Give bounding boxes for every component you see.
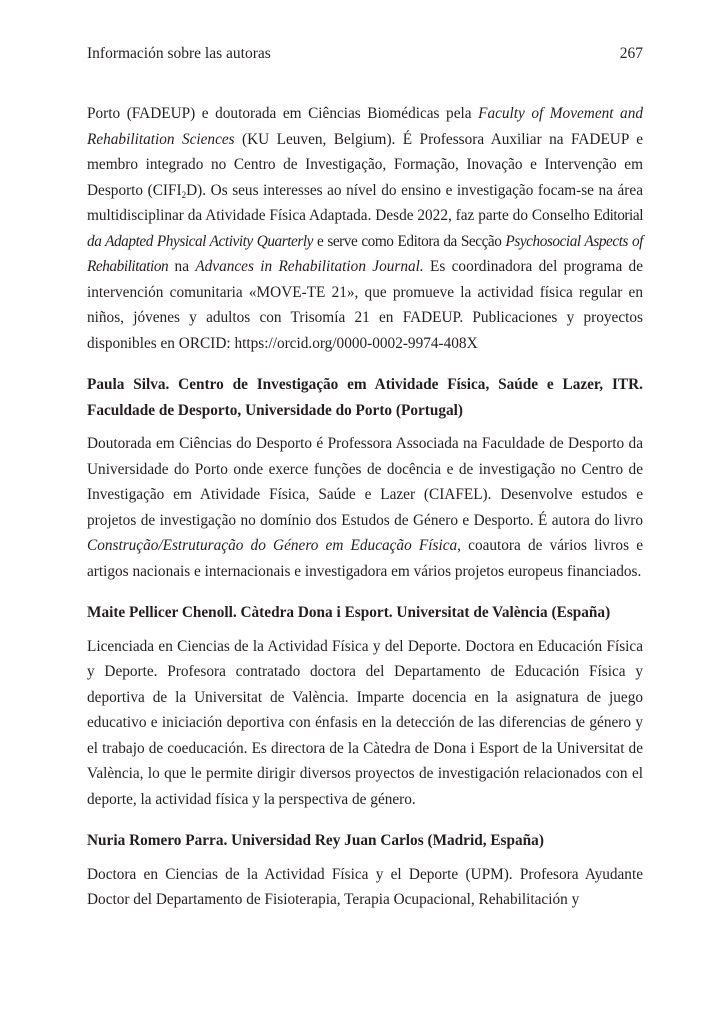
text-run: Doutorada em Ciências do Desporto é Professora Associada na Faculdade de Desporto da Universidade do Porto onde exerce funções de docência e de investigação no Centro de Investigação em Atividade Física, Saúde e Lazer (CIAFEL). Desenvolve estudos e projetos de investigação no domínio dos Estudos de Género e Desporto. É autora do livro [87,435,643,529]
italic-journal-title: Advances in Rehabilitation Journal. [195,258,424,275]
bio-paragraph-silva [87,431,643,584]
bio-paragraph-pellicer: Licenciada en Ciencias de la Actividad Física y del Deporte. Doctora en Educación Física y Deporte. Profesora contratado doctora del Departamento de Educación Física y deportiva de la Universitat de València. Imparte docencia en la asignatura de juego educativo e iniciación deportiva con énfasis en la detección de las diferencias de género y el trabajo de coeducación. Es directora de la Càtedra de Dona i Esport de la Universitat de València, lo que le permite dirigir diversos proyectos de investigación relacionados con el deporte, la actividad física y la perspectiva de género. [87,637,643,808]
text-run: D). Os seus interesses ao nível do ensino e investigação focam-se na área multidisciplinar da Atividade Física Adaptada. Desde 2022, faz parte do Conselho [87,181,643,224]
bio-paragraph-romero: Doctora en Ciencias de la Actividad Física y el Deporte (UPM). Profesora Ayudante Doctor del Departamento de Fisioterapia, Terapia Ocupacional, Rehabilitación y [87,865,643,908]
text-run: Editorial [593,207,643,224]
text-run: na [168,258,196,275]
page-body [87,101,643,913]
subscript: 2 [181,189,187,200]
text-run: Porto (FADEUP) e doutorada em Ciências Biomédicas pela [87,105,479,122]
author-heading-romero: Nuria Romero Parra. Universidad Rey Juan Carlos (Madrid, España) [87,832,544,849]
italic-institution: Faculty of Movement and Rehabilitation Sciences [87,105,643,148]
author-heading-silva: Paula Silva. Centro de Investigação em Atividade Física, Saúde e Lazer, ITR. Faculdade de Desporto, Universidade do Porto (Portugal) [87,376,643,419]
text-run: , coautora de vários livros e artigos nacionais e internacionais e investigadora em vários projetos europeus financiados. [87,537,643,580]
italic-book-title: Construção/Estruturação do Género em Educação Física [87,537,458,554]
italic-section-title: Psychosocial Aspects of Rehabilitation [87,232,643,275]
text-run: e serve como Editora da Secção [313,232,506,250]
running-title: Información sobre las autoras [87,45,271,62]
bio-paragraph-continued [87,101,643,356]
page-number: 267 [619,45,643,62]
running-header [87,45,643,63]
author-heading-pellicer: Maite Pellicer Chenoll. Càtedra Dona i Esport. Universitat de València (España) [87,604,611,621]
text-run: Es coordinadora del programa de intervención comunitaria «MOVE-TE 21», que promueve la actividad física regular en niños, jóvenes y adultos con Trisomía 21 en FADEUP. Publicaciones y proyectos disponibles en ORCID: https://orcid.org/0000-0002-9974-408X [87,258,643,352]
italic-journal-title: da Adapted Physical Activity Quarterly [87,232,314,250]
text-run: (KU Leuven, Belgium). É Professora Auxiliar na FADEUP e membro integrado no Centro de Investigação, Formação, Inovação e Intervenção em Desporto (CIFI [87,130,643,199]
